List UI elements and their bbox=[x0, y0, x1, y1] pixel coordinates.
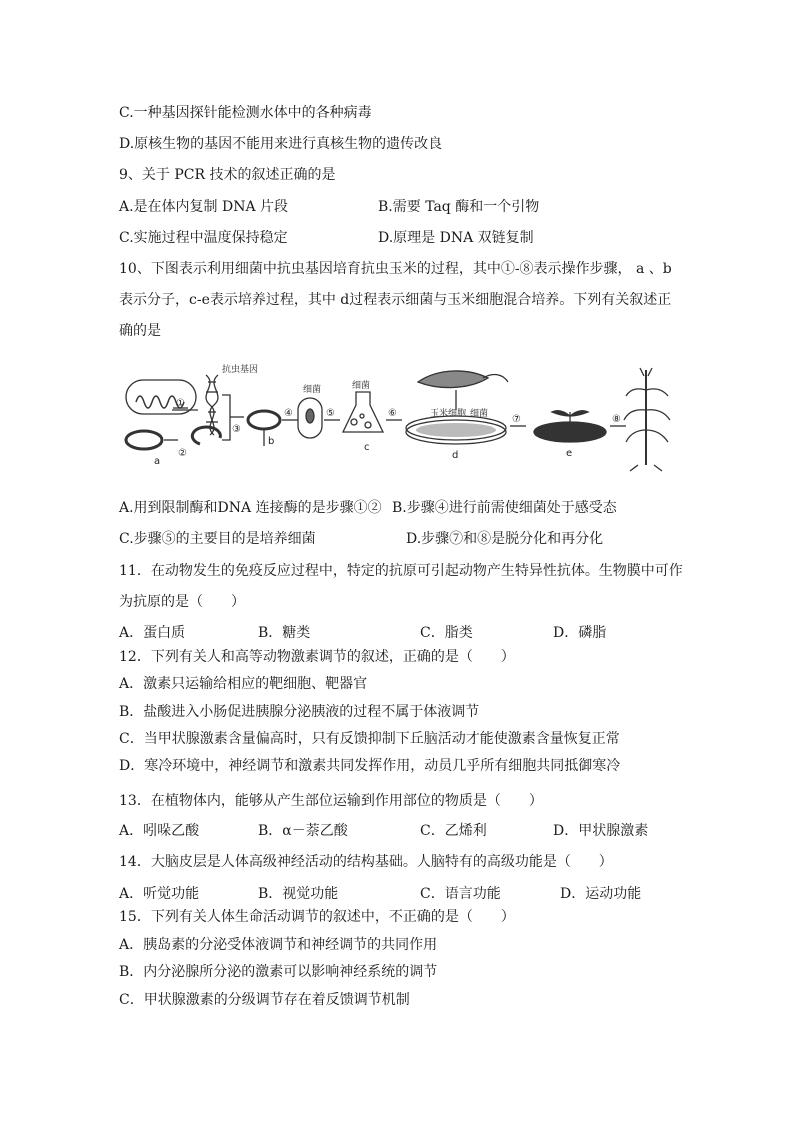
label-b: b bbox=[268, 436, 275, 447]
q10-stem-line-1: 10、下图表示利用细菌中抗虫基因培育抗虫玉米的过程，其中①-⑧表示操作步骤， a 、b bbox=[119, 261, 672, 277]
step-4: ④ bbox=[284, 408, 293, 419]
q15-option-a: A．胰岛素的分泌受体液调节和神经调节的共同作用 bbox=[119, 937, 438, 953]
label-corn-cell: 玉米细胞 bbox=[430, 409, 467, 419]
q13-option-c: C．乙烯利 bbox=[420, 823, 487, 839]
q11-stem-line-1: 11．在动物发生的免疫反应过程中，特定的抗原可引起动物产生特异性抗体。生物膜中可作 bbox=[119, 563, 683, 579]
step-8: ⑧ bbox=[612, 414, 621, 425]
label-e: e bbox=[566, 448, 573, 459]
transgenic-corn-diagram bbox=[118, 360, 678, 475]
q12-option-c: C．当甲状腺激素含量偏高时，只有反馈抑制下丘脑活动才能使激素含量恢复正常 bbox=[119, 731, 620, 747]
q14-option-c: C．语言功能 bbox=[420, 886, 501, 902]
q11-option-c: C．脂类 bbox=[420, 625, 473, 641]
plasmid-a-shape bbox=[126, 431, 162, 449]
q10-option-b: B.步骤④进行前需使细菌处于感受态 bbox=[392, 500, 617, 516]
q12-option-a: A．激素只运输给相应的靶细胞、靶器官 bbox=[119, 676, 368, 692]
cut-plasmid-shape bbox=[192, 427, 220, 444]
q13-stem: 13．在植物体内，能够从产生部位运输到作用部位的物质是（ ） bbox=[119, 793, 543, 809]
step-7: ⑦ bbox=[512, 414, 521, 425]
q9-stem: 9、关于 PCR 技术的叙述正确的是 bbox=[119, 167, 336, 183]
label-bacteria-1: 细菌 bbox=[303, 385, 322, 395]
q13-option-a: A．吲哚乙酸 bbox=[119, 823, 200, 839]
q9-option-d: D.原理是 DNA 双链复制 bbox=[378, 230, 534, 246]
q13-option-b: B．α－萘乙酸 bbox=[258, 823, 348, 839]
corn-ear-shape bbox=[418, 371, 488, 388]
step-1: ① bbox=[176, 398, 185, 409]
q10-stem-line-2: 表示分子，c-e表示培养过程，其中 d过程表示细菌与玉米细胞混合培养。下列有关叙述正 bbox=[119, 292, 672, 308]
q11-option-b: B．糖类 bbox=[258, 625, 311, 641]
q10-option-d: D.步骤⑦和⑧是脱分化和再分化 bbox=[406, 531, 604, 547]
step-3: ③ bbox=[232, 424, 241, 435]
step-6: ⑥ bbox=[388, 408, 397, 419]
q8-option-c: C.一种基因探针能检测水体中的各种病毒 bbox=[119, 105, 372, 121]
q12-option-b: B．盐酸进入小肠促进胰腺分泌胰液的过程不属于体液调节 bbox=[119, 704, 480, 720]
plasmid-b-shape bbox=[248, 411, 280, 429]
label-d: d bbox=[452, 450, 459, 461]
label-bacteria-2: 细菌 bbox=[352, 381, 371, 391]
q10-stem-line-3: 确的是 bbox=[119, 323, 161, 339]
label-insect-resistance-gene: 抗虫基因 bbox=[222, 365, 259, 375]
q15-option-b: B．内分泌腺所分泌的激素可以影响神经系统的调节 bbox=[119, 964, 438, 980]
q9-option-c: C.实施过程中温度保持稳定 bbox=[119, 230, 288, 246]
step-5: ⑤ bbox=[326, 408, 335, 419]
q12-option-d: D．寒冷环境中，神经调节和激素共同发挥作用，动员几乎所有细胞共同抵御寒冷 bbox=[119, 758, 621, 774]
q8-option-d: D.原核生物的基因不能用来进行真核生物的遗传改良 bbox=[119, 136, 443, 152]
q14-stem: 14．大脑皮层是人体高级神经活动的结构基础。人脑特有的高级功能是（ ） bbox=[119, 854, 613, 870]
q11-option-d: D．磷脂 bbox=[553, 625, 607, 641]
q9-option-b: B.需要 Taq 酶和一个引物 bbox=[378, 199, 540, 215]
q12-stem: 12．下列有关人和高等动物激素调节的叙述，正确的是（ ） bbox=[119, 649, 515, 665]
q11-option-a: A．蛋白质 bbox=[119, 625, 186, 641]
q14-option-a: A．听觉功能 bbox=[119, 886, 200, 902]
step-2: ② bbox=[178, 448, 187, 459]
bacterium-shape bbox=[126, 380, 196, 414]
flask-shape bbox=[343, 392, 383, 432]
q13-option-d: D．甲状腺激素 bbox=[553, 823, 649, 839]
q10-option-a: A.用到限制酶和DNA 连接酶的是步骤①② bbox=[119, 500, 382, 516]
q10-option-c: C.步骤⑤的主要目的是培养细菌 bbox=[119, 531, 316, 547]
label-bacteria-3: 细菌 bbox=[470, 409, 489, 419]
q9-option-a: A.是在体内复制 DNA 片段 bbox=[119, 199, 289, 215]
q15-stem: 15．下列有关人体生命活动调节的叙述中，不正确的是（ ） bbox=[119, 909, 515, 925]
label-a: a bbox=[154, 456, 161, 467]
q11-stem-line-2: 为抗原的是（ ） bbox=[119, 594, 245, 610]
q15-option-c: C．甲状腺激素的分级调节存在着反馈调节机制 bbox=[119, 992, 410, 1008]
label-c: c bbox=[364, 442, 370, 453]
q14-option-d: D．运动功能 bbox=[560, 886, 642, 902]
q14-option-b: B．视觉功能 bbox=[258, 886, 339, 902]
